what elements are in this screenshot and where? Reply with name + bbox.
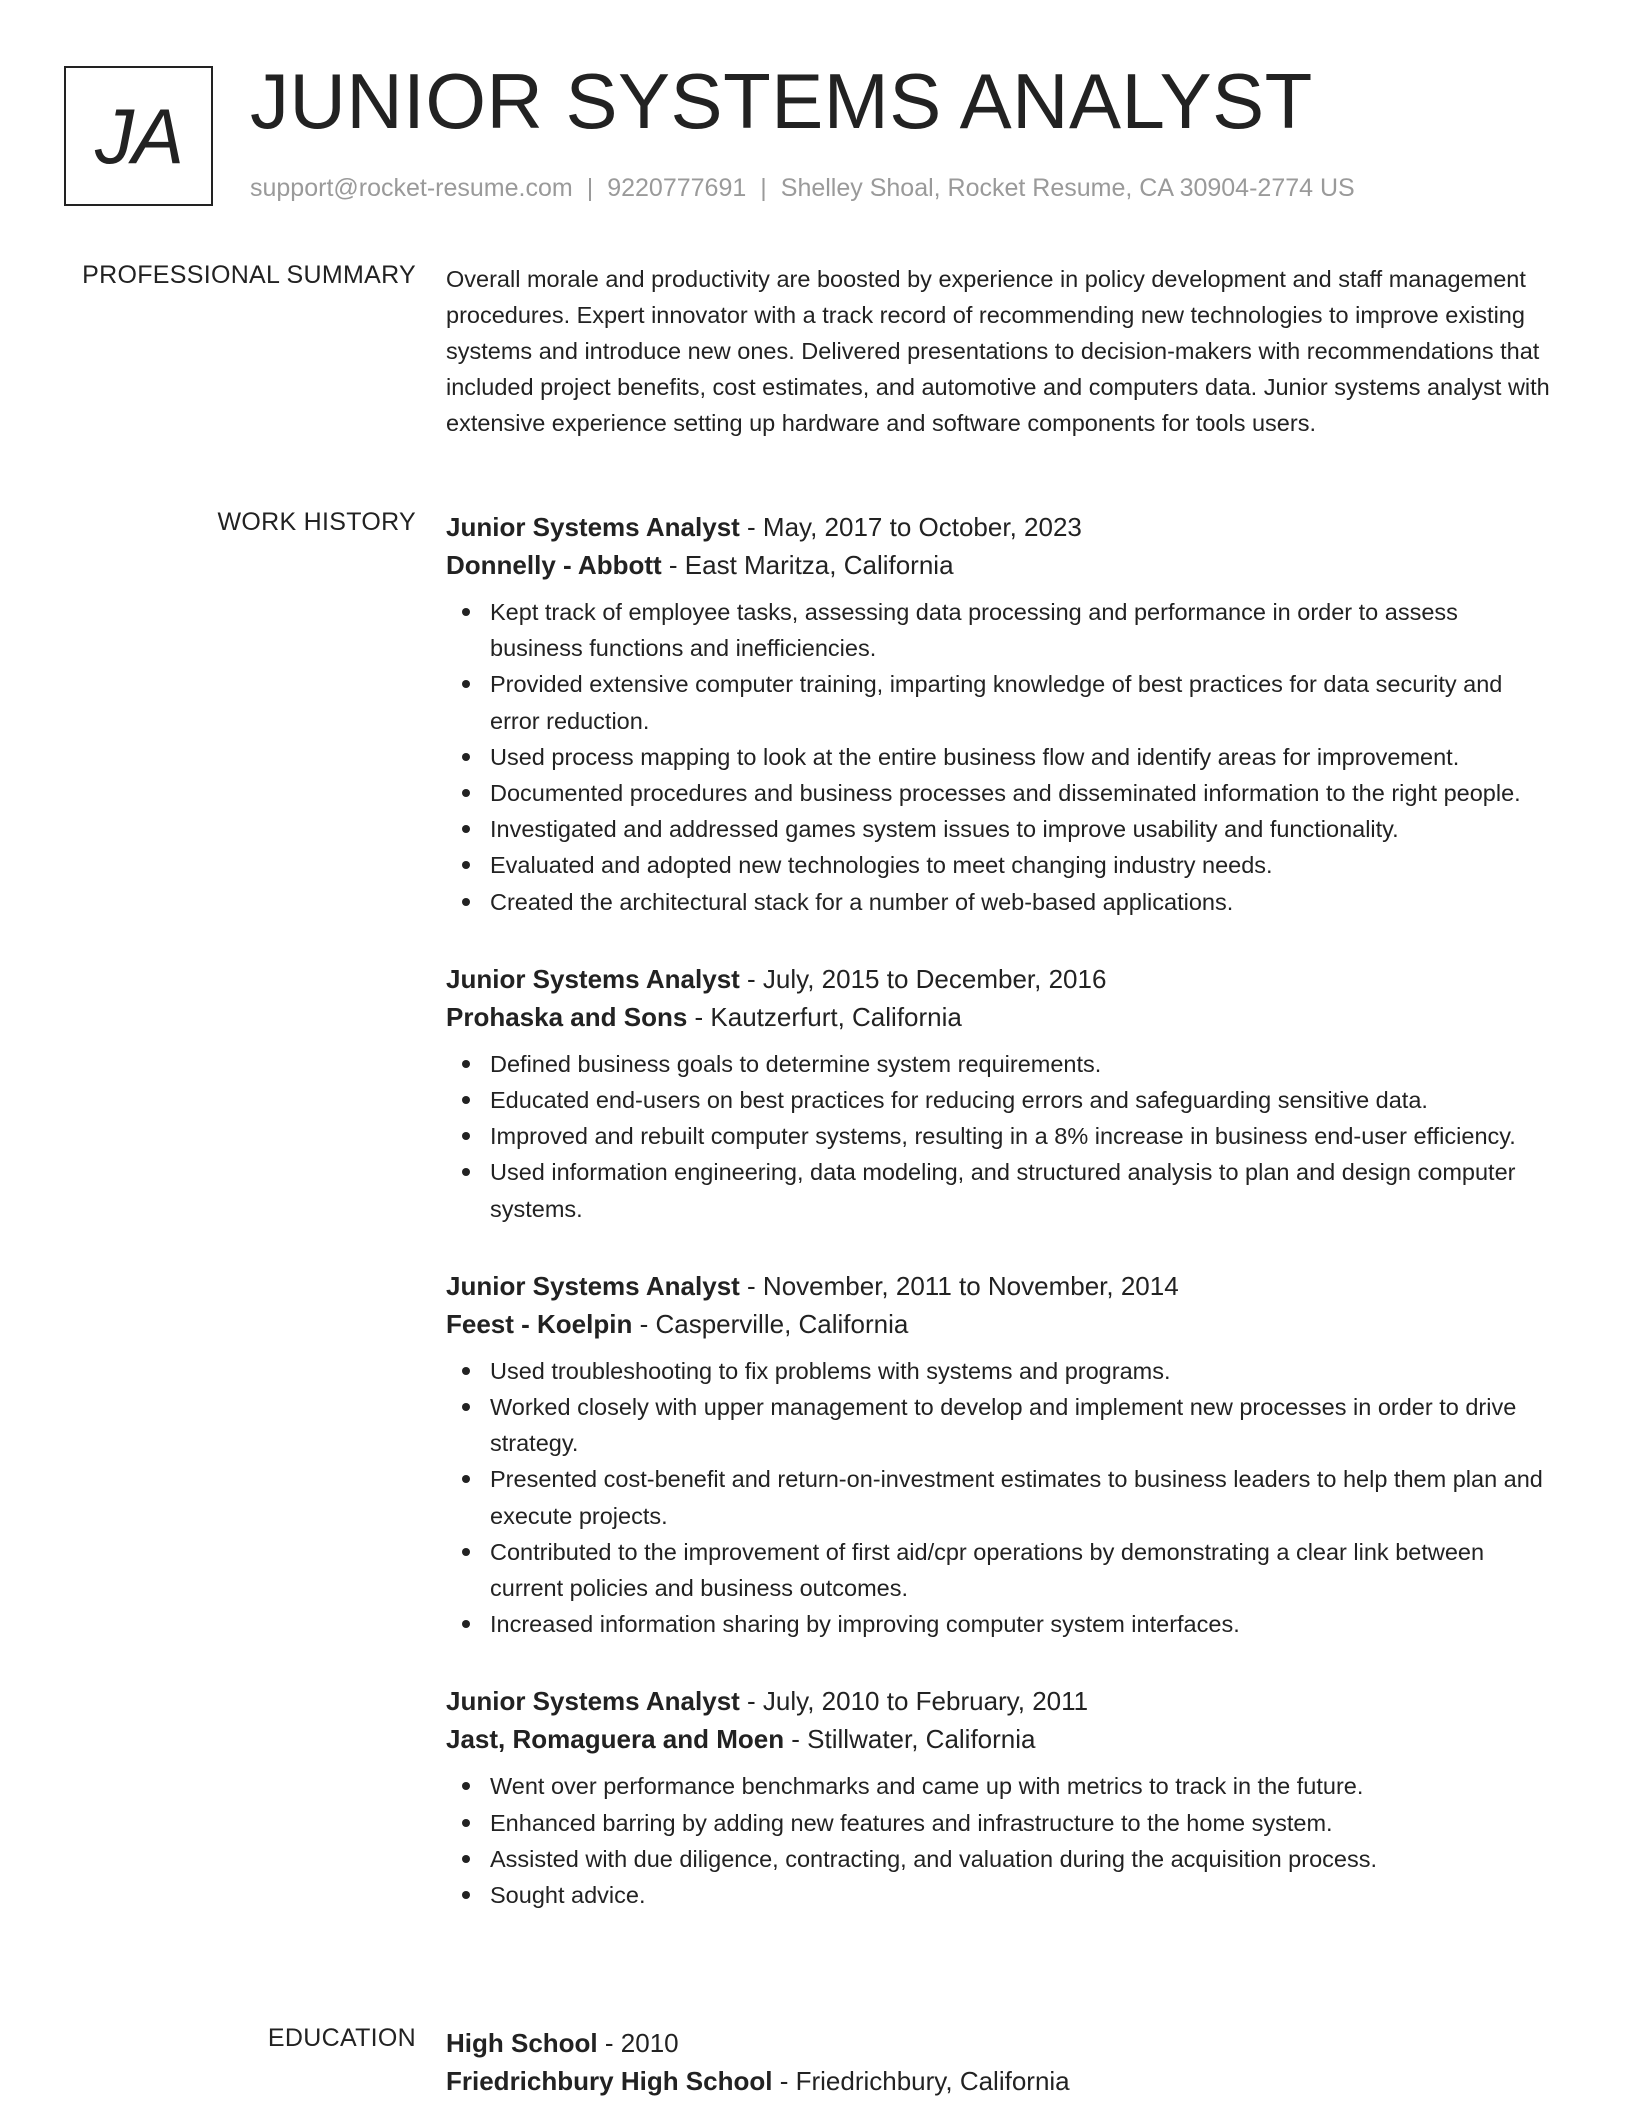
- job-company-line: [446, 546, 1556, 584]
- job-bullet: [446, 1841, 1556, 1877]
- job-title: Junior Systems Analyst: [446, 963, 740, 994]
- job-bullet: [446, 1353, 1556, 1389]
- job-bullet-text: Documented procedures and business processes and disseminated information to the right people.: [490, 780, 1521, 807]
- bullet-dot-icon: [462, 753, 470, 761]
- education-degree: High School: [446, 2028, 598, 2058]
- section-label-summary: PROFESSIONAL SUMMARY: [82, 261, 416, 289]
- job-bullet-text: Created the architectural stack for a number of web-based applications.: [490, 888, 1234, 915]
- bullet-dot-icon: [462, 1819, 470, 1827]
- job-bullet: [446, 1768, 1556, 1804]
- job-bullet-text: Assisted with due diligence, contracting, and valuation during the acquisition process.: [490, 1845, 1377, 1872]
- job-bullet-text: Defined business goals to determine system requirements.: [490, 1050, 1102, 1077]
- job-bullet: [446, 775, 1556, 811]
- job-bullet-text: Went over performance benchmarks and came up with metrics to track in the future.: [490, 1773, 1364, 1800]
- job-bullet: [446, 1805, 1556, 1841]
- job-bullet-text: Provided extensive computer training, imparting knowledge of best practices for data security and error reduction.: [490, 671, 1503, 734]
- job-bullet: [446, 1082, 1556, 1118]
- job-bullet-list: [446, 1046, 1556, 1227]
- job-title-line: [446, 960, 1556, 998]
- job-title: Junior Systems Analyst: [446, 512, 740, 542]
- job-entry: [446, 508, 1556, 920]
- bullet-dot-icon: [462, 825, 470, 833]
- job-bullet-text: Used process mapping to look at the entire business flow and identify areas for improvement.: [490, 743, 1460, 770]
- bullet-dot-icon: [462, 608, 470, 616]
- job-company: Feest - Koelpin: [446, 1308, 633, 1339]
- contact-line: [250, 174, 1355, 203]
- job-location: - Kautzerfurt, California: [687, 1001, 962, 1032]
- summary-text: Overall morale and productivity are boosted by experience in policy development and staff management procedures. Expert innovator with a track record of recommending new technologies to improve existing systems and introduce new ones. Delivered presentations to decision-makers with recommendations that included project benefits, cost estimates, and automotive and computers data. Junior systems analyst with extensive experience setting up hardware and software components for tools users.: [446, 266, 1550, 436]
- job-bullet-text: Kept track of employee tasks, assessing data processing and performance in order to assess business functions and inefficiencies.: [490, 599, 1458, 662]
- job-title: Junior Systems Analyst: [446, 1686, 740, 1717]
- section-label-education: EDUCATION: [267, 2024, 416, 2052]
- resume-title: JUNIOR SYSTEMS ANALYST: [250, 57, 1313, 145]
- bullet-dot-icon: [462, 1855, 470, 1863]
- job-company-line: [446, 1305, 1556, 1343]
- job-location: - East Maritza, California: [661, 550, 954, 580]
- job-entry: [446, 1682, 1556, 1913]
- contact-address: Shelley Shoal, Rocket Resume, CA 30904-2774 US: [780, 174, 1355, 202]
- education-school-line: [446, 2062, 1556, 2100]
- job-bullet: [446, 884, 1556, 920]
- job-bullet: [446, 811, 1556, 847]
- job-bullet-text: Educated end-users on best practices for reducing errors and safeguarding sensitive data.: [490, 1087, 1428, 1114]
- job-bullet: [446, 1046, 1556, 1082]
- bullet-dot-icon: [462, 1782, 470, 1790]
- job-company-line: [446, 998, 1556, 1036]
- job-bullet-list: [446, 594, 1556, 920]
- job-title-line: [446, 508, 1556, 546]
- bullet-dot-icon: [462, 680, 470, 688]
- bullet-dot-icon: [462, 1475, 470, 1483]
- bullet-dot-icon: [462, 1620, 470, 1628]
- job-bullet-text: Used information engineering, data modeling, and structured analysis to plan and design computer systems.: [490, 1159, 1516, 1222]
- section-label-work-history: WORK HISTORY: [217, 508, 416, 536]
- job-bullet-text: Presented cost-benefit and return-on-investment estimates to business leaders to help them plan and execute projects.: [490, 1466, 1543, 1529]
- job-location: - Casperville, California: [632, 1308, 909, 1339]
- job-bullet: [446, 847, 1556, 883]
- job-bullet-text: Improved and rebuilt computer systems, resulting in a 8% increase in business end-user efficiency.: [490, 1123, 1516, 1150]
- job-dates: - November, 2011 to November, 2014: [739, 1270, 1179, 1301]
- job-company: Jast, Romaguera and Moen: [446, 1724, 785, 1755]
- bullet-dot-icon: [462, 1548, 470, 1556]
- contact-email[interactable]: support@rocket-resume.com: [250, 174, 573, 202]
- contact-separator: |: [586, 174, 594, 202]
- job-bullet: [446, 1118, 1556, 1154]
- job-company: Prohaska and Sons: [446, 1001, 688, 1032]
- job-title: Junior Systems Analyst: [446, 1270, 740, 1301]
- job-bullet: [446, 1461, 1556, 1533]
- job-bullet-list: [446, 1353, 1556, 1643]
- job-dates: - July, 2010 to February, 2011: [739, 1686, 1089, 1717]
- contact-phone[interactable]: 9220777691: [607, 174, 747, 202]
- job-list: [446, 508, 1556, 1953]
- job-bullet: [446, 739, 1556, 775]
- job-dates: - July, 2015 to December, 2016: [739, 963, 1107, 994]
- bullet-dot-icon: [462, 1367, 470, 1375]
- job-bullet: [446, 1534, 1556, 1606]
- bullet-dot-icon: [462, 1403, 470, 1411]
- job-bullet: [446, 1606, 1556, 1642]
- job-bullet: [446, 666, 1556, 738]
- job-bullet-text: Sought advice.: [490, 1882, 646, 1909]
- job-bullet-text: Used troubleshooting to fix problems with systems and programs.: [490, 1357, 1171, 1384]
- education-location: - Friedrichbury, California: [772, 2066, 1070, 2096]
- job-bullet-text: Contributed to the improvement of first aid/cpr operations by demonstrating a clear link between current policies and business outcomes.: [490, 1538, 1485, 1602]
- job-location: - Stillwater, California: [784, 1724, 1036, 1755]
- job-bullet: [446, 594, 1556, 666]
- job-title-line: [446, 1267, 1556, 1305]
- job-entry: [446, 1267, 1556, 1643]
- job-bullet: [446, 1389, 1556, 1461]
- job-bullet-list: [446, 1768, 1556, 1913]
- job-title-line: [446, 1682, 1556, 1720]
- job-bullet-text: Increased information sharing by improving computer system interfaces.: [490, 1611, 1240, 1638]
- education-degree-line: [446, 2024, 1556, 2062]
- initials-monogram: JA: [64, 66, 213, 206]
- job-bullet: [446, 1877, 1556, 1913]
- education-school: Friedrichbury High School: [446, 2066, 773, 2096]
- job-company: Donnelly - Abbott: [446, 550, 662, 580]
- bullet-dot-icon: [462, 898, 470, 906]
- bullet-dot-icon: [462, 1891, 470, 1899]
- job-dates: - May, 2017 to October, 2023: [739, 512, 1082, 542]
- bullet-dot-icon: [462, 1168, 470, 1176]
- bullet-dot-icon: [462, 1060, 470, 1068]
- job-bullet-text: Evaluated and adopted new technologies to meet changing industry needs.: [490, 852, 1273, 879]
- job-company-line: [446, 1720, 1556, 1758]
- bullet-dot-icon: [462, 789, 470, 797]
- bullet-dot-icon: [462, 1096, 470, 1104]
- job-bullet: [446, 1154, 1556, 1226]
- job-bullet-text: Enhanced barring by adding new features and infrastructure to the home system.: [490, 1809, 1333, 1836]
- bullet-dot-icon: [462, 861, 470, 869]
- bullet-dot-icon: [462, 1132, 470, 1140]
- job-bullet-text: Worked closely with upper management to develop and implement new processes in order to drive strategy.: [490, 1394, 1517, 1457]
- job-bullet-text: Investigated and addressed games system issues to improve usability and functionality.: [490, 816, 1399, 843]
- job-entry: [446, 960, 1556, 1227]
- contact-separator: |: [760, 174, 767, 202]
- resume-header: [64, 57, 1568, 210]
- education-year: - 2010: [597, 2028, 679, 2058]
